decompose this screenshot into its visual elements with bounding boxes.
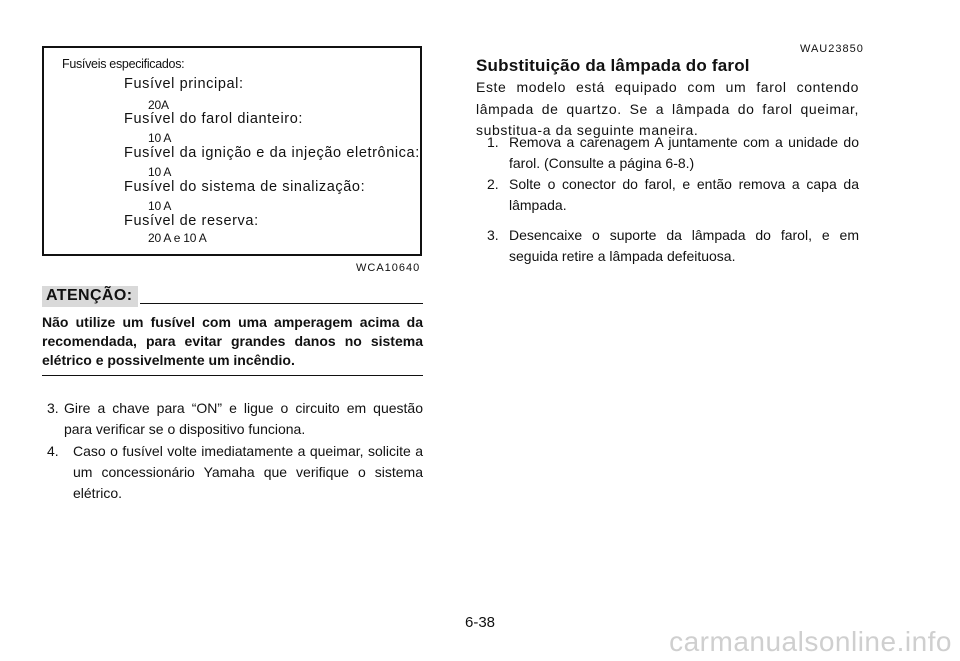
step-text: Solte o conector do farol, e então remova a capa da lâmpada. bbox=[509, 176, 859, 213]
section-intro: Este modelo está equipado com um farol contendo lâmpada de quartzo. Se a lâmpada do farol queimar, substitua-a da seguinte maneira. bbox=[476, 79, 859, 138]
step-text: Gire a chave para “ON” e ligue o circuito em questão para verificar se o dispositivo funciona. bbox=[64, 400, 423, 437]
fuse-headlight-label: Fusível do farol dianteiro: bbox=[124, 111, 304, 127]
warning-code: WCA10640 bbox=[356, 262, 421, 274]
watermark: carmanualsonline.info bbox=[669, 626, 952, 657]
warning-label: ATENÇÃO: bbox=[42, 286, 138, 307]
fuse-ignition-label: Fusível da ignição e da injeção eletrônica: bbox=[124, 145, 420, 161]
step-number: 3. bbox=[47, 400, 59, 416]
step-text: Caso o fusível volte imediatamente a queimar, solicite a um concessionário Yamaha que verifique o sistema elétrico. bbox=[73, 443, 423, 501]
step-number: 4. bbox=[47, 443, 59, 459]
fuse-ignition-value: 10 A bbox=[148, 165, 172, 179]
step-number: 1. bbox=[487, 134, 499, 150]
section-title: Substituição da lâmpada do farol bbox=[476, 56, 750, 75]
step-text: Remova a carenagem A juntamente com a unidade do farol. (Consulte a página 6-8.) bbox=[509, 134, 859, 171]
page-number: 6-38 bbox=[464, 614, 496, 631]
step-text: Desencaixe o suporte da lâmpada do farol, e em seguida retire a lâmpada defeituosa. bbox=[509, 227, 859, 264]
step-number: 2. bbox=[487, 176, 499, 192]
fuse-main-label: Fusível principal: bbox=[124, 76, 244, 92]
fuse-signal-label: Fusível do sistema de sinalização: bbox=[124, 179, 366, 195]
fuse-spare-label: Fusível de reserva: bbox=[124, 213, 259, 229]
warning-bottom-rule bbox=[42, 375, 423, 376]
step-number: 3. bbox=[487, 227, 499, 243]
fuse-main-value: 20A bbox=[148, 98, 169, 112]
section-code: WAU23850 bbox=[800, 43, 864, 55]
fuse-headlight-value: 10 A bbox=[148, 131, 172, 145]
warning-top-rule bbox=[140, 303, 423, 304]
specified-fuses-box bbox=[42, 46, 422, 256]
fuse-signal-value: 10 A bbox=[148, 199, 172, 213]
spec-box-title: Fusíveis especificados: bbox=[62, 57, 185, 71]
fuse-spare-value: 20 A e 10 A bbox=[148, 231, 207, 245]
warning-text: Não utilize um fusível com uma amperagem acima da recomendada, para evitar grandes danos no sistema elétrico e possivelmente um incêndio. bbox=[42, 314, 423, 368]
